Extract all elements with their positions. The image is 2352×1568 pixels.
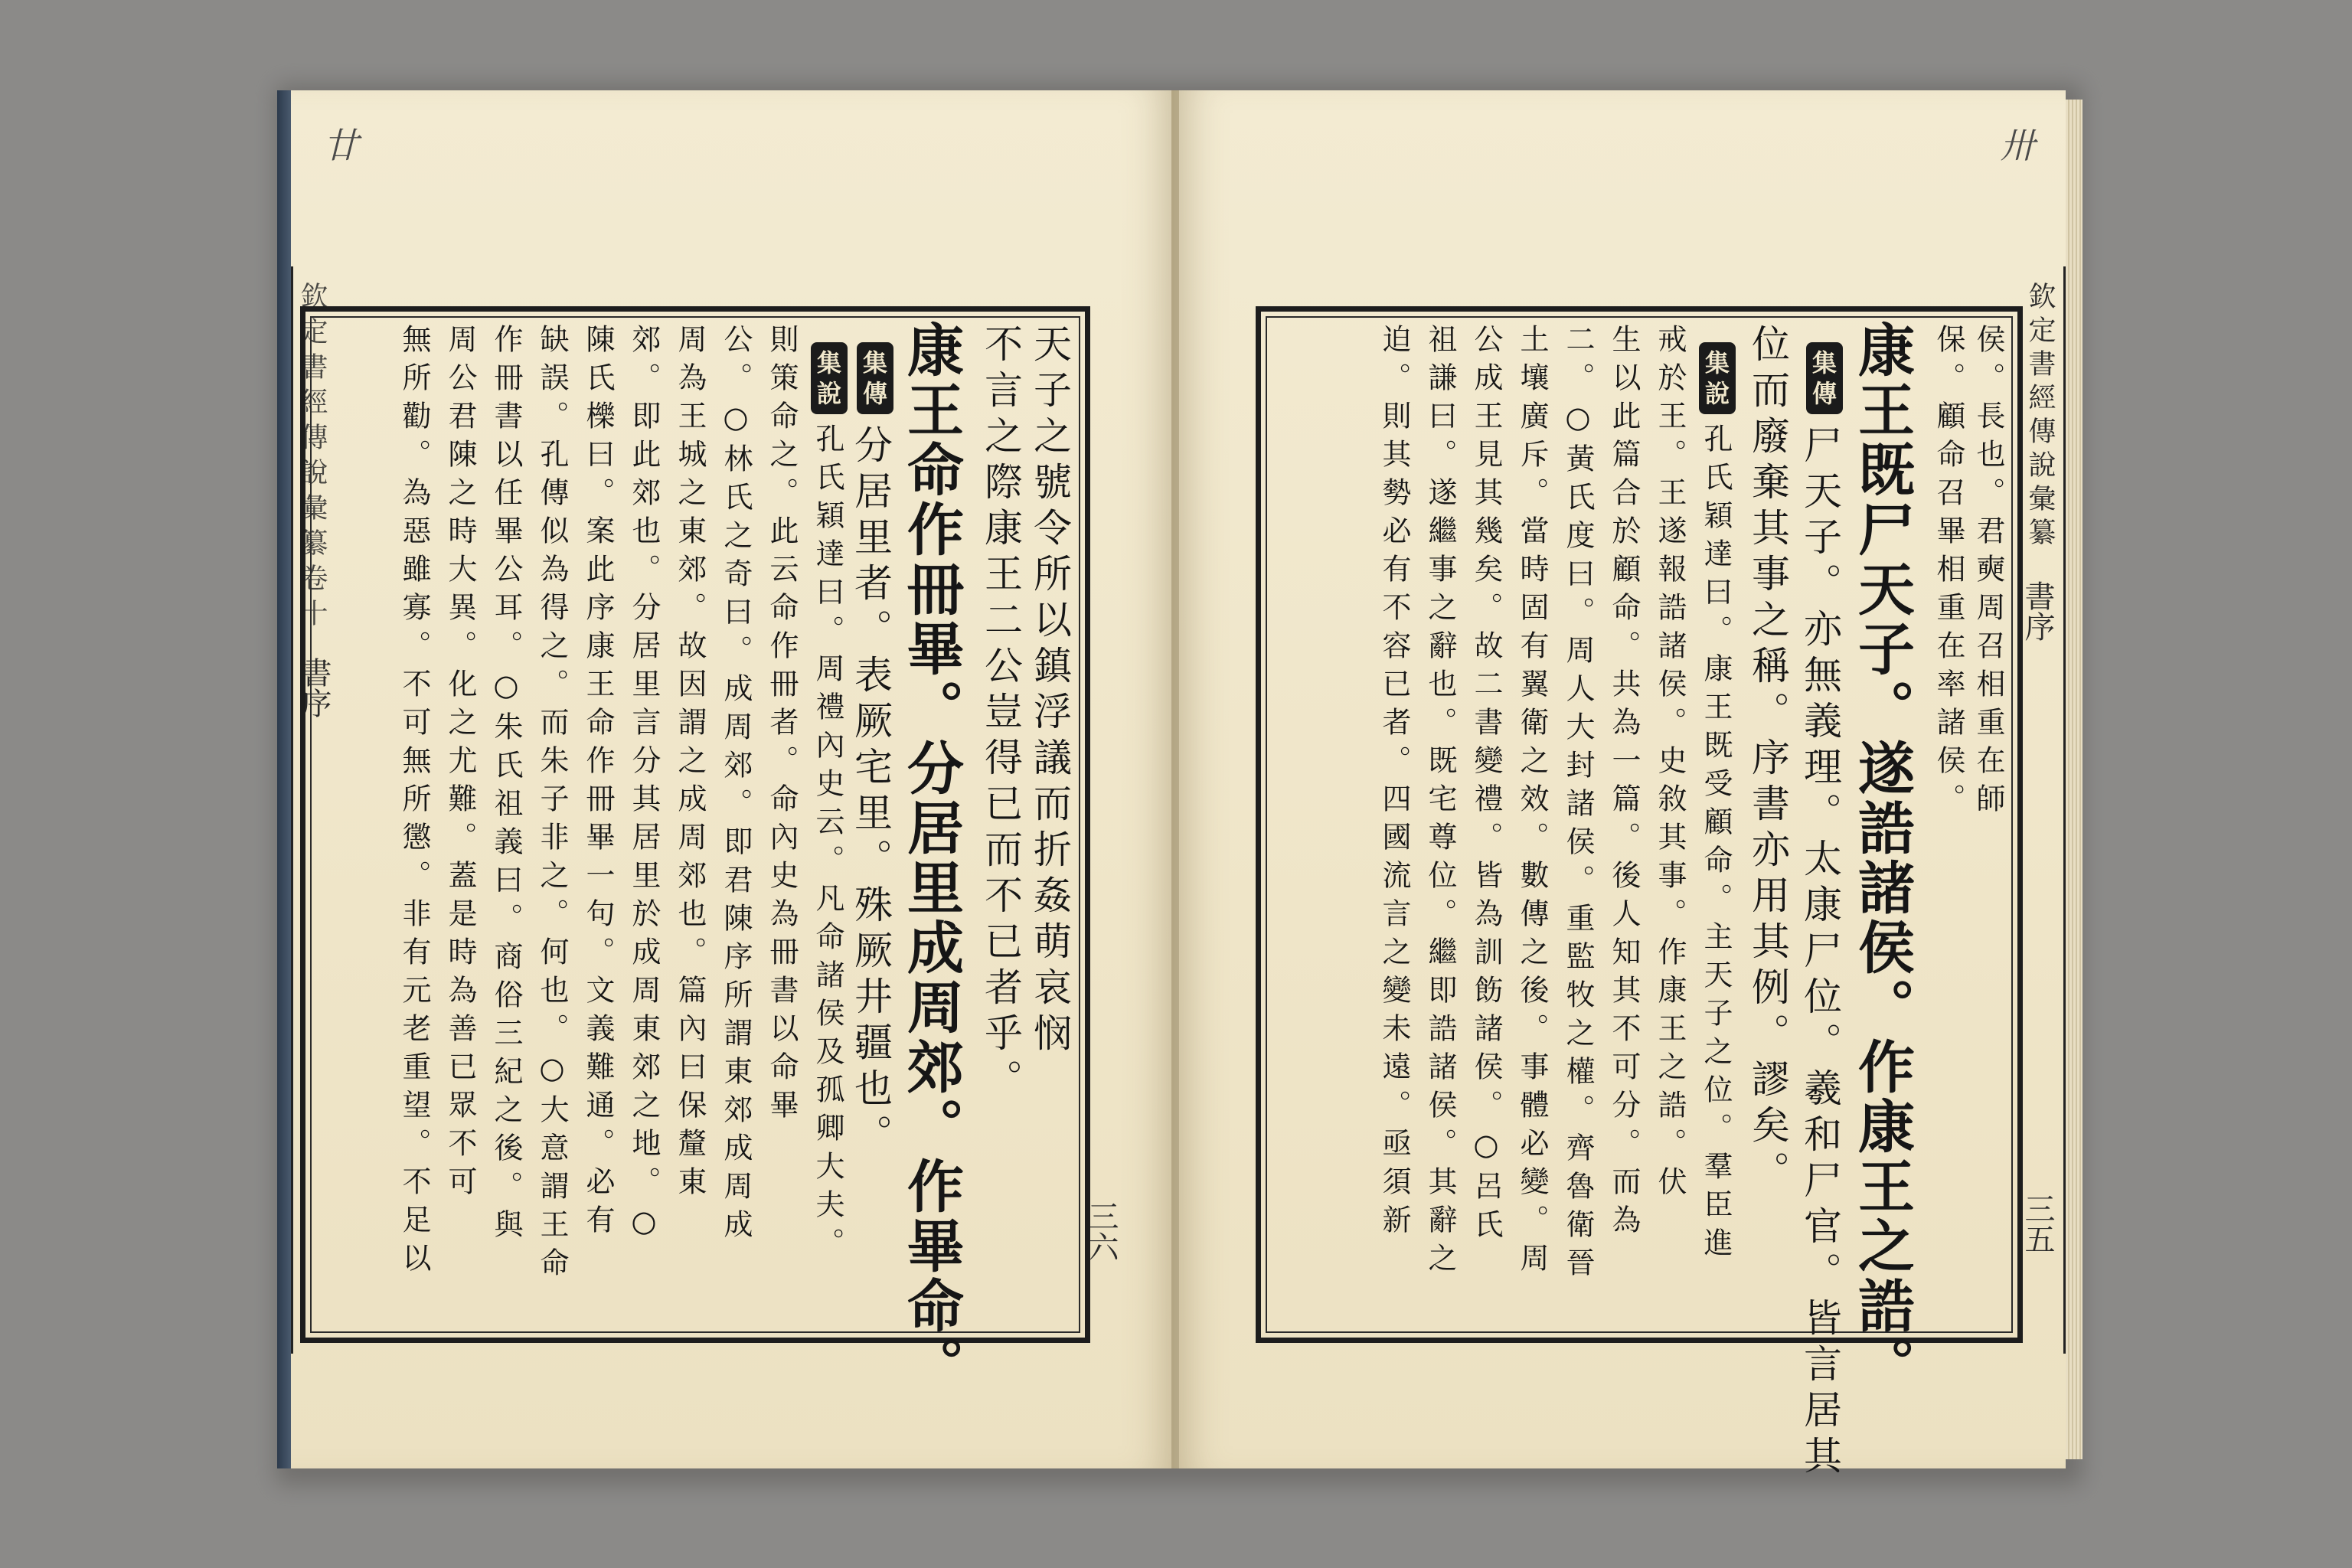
commentary-column: 迫。則其勢必有不容已者。四國流言之變未遠。亟須新 [1377,324,1411,1243]
left-margin-page-number: 三六 [1083,1200,1119,1262]
commentary-column: 分居里者。表厥宅里。殊厥井疆也。 [848,425,893,1160]
right-page [1179,90,2066,1481]
commentary-column: 尸天子。亦無義理。太康尸位。羲和尸官。皆言居其 [1798,425,1842,1481]
commentary-column: 公成王見其幾矣。故二書變禮。皆為訓飭諸侯。○呂氏 [1469,324,1503,1247]
left-text-frame [300,306,1090,1396]
section-heading: 康王命作冊畢。分居里成周郊。作畢命。 [898,321,964,1396]
commentary-column: 周公君陳之時大異。化之尤難。蓋是時為善已眾不可 [443,324,477,1204]
commentary-column: 無所勸。為惡雖寡。不可無所懲。非有元老重望。不足以 [397,324,431,1281]
commentary-column: 土壤廣斥。當時固有翼衛之效。數傳之後。事體必變。周 [1515,324,1549,1281]
right-margin-page-number: 三五 [2020,1193,2055,1254]
jizhuan-badge [857,342,893,414]
commentary-column: 則策命之。此云命作冊者。命內史為冊書以命畢 [765,324,799,1128]
commentary-column: 作冊書以任畢公耳。○朱氏祖義曰。商俗三紀之後。與 [489,324,523,1247]
badge-char: 傳 [1811,379,1837,408]
commentary-column: 祖謙曰。遂繼事之辭也。既宅尊位。繼即誥諸侯。其辭之 [1423,324,1457,1281]
commentary-column: 陳氏櫟曰。案此序康王命作冊畢一句。文義難通。必有 [581,324,615,1243]
commentary-column: 公。○林氏之奇曰。成周郊。即君陳序所謂東郊成周成 [719,324,753,1247]
right-margin-book-title: 欽定書經傳說彙纂 [2024,282,2056,551]
commentary-column: 孔氏穎達曰。周禮內史云。凡命諸侯及孤卿大夫。 [811,423,844,1266]
commentary-column: 郊。即此郊也。分居里言分其居里於成周東郊之地。○ [627,324,661,1247]
jishuo-badge [811,342,848,414]
badge-char: 說 [1704,379,1730,408]
badge-char: 傳 [862,379,887,408]
commentary-column: 戒於王。王遂報誥諸侯。史敘其事。作康王之誥。伏 [1653,324,1687,1204]
badge-char: 集 [816,348,841,377]
badge-char: 集 [1704,348,1730,377]
text-column: 不言之際康王二公豈得已而不已者乎。 [978,324,1023,1105]
right-folio-mark: 卅 [2000,125,2035,166]
jizhuan-badge [1806,342,1843,414]
badge-char: 集 [1811,348,1837,377]
text-column: 保。顧命召畢相重在率諸侯。 [1932,324,1965,822]
commentary-column: 生以此篇合於顧命。共為一篇。後人知其不可分。而為 [1607,324,1641,1243]
commentary-column: 周為王城之東郊。故因謂之成周郊也。篇內曰保釐東 [673,324,707,1204]
commentary-column: 二。○黃氏度曰。周人大封諸侯。重監牧之權。齊魯衛晉 [1561,324,1595,1285]
right-text-frame [1256,306,2023,1481]
left-margin-book-title: 欽定書經傳說彙纂卷十 [296,282,328,634]
commentary-column: 位而廢棄其事之稱。序書亦用其例。謬矣。 [1746,324,1790,1197]
commentary-column: 孔氏穎達曰。康王既受顧命。主天子之位。羣臣進 [1699,423,1733,1266]
text-column: 侯。長也。君奭周召相重在師 [1971,324,2005,822]
left-folio-mark: 廿 [323,125,358,166]
section-heading: 康王既尸天子。遂誥諸侯。作康王之誥。 [1849,321,1915,1396]
badge-char: 說 [816,379,841,408]
text-column: 天子之號令所以鎮浮議而折姦萌哀悯 [1027,324,1072,1059]
jishuo-badge [1699,342,1736,414]
right-margin-section: 書序 [2020,580,2055,642]
badge-char: 集 [862,348,887,377]
left-margin-section: 書序 [296,657,332,718]
left-page [291,90,1171,1468]
commentary-column: 缺誤。孔傳似為得之。而朱子非之。何也。○大意謂王命 [535,324,569,1285]
